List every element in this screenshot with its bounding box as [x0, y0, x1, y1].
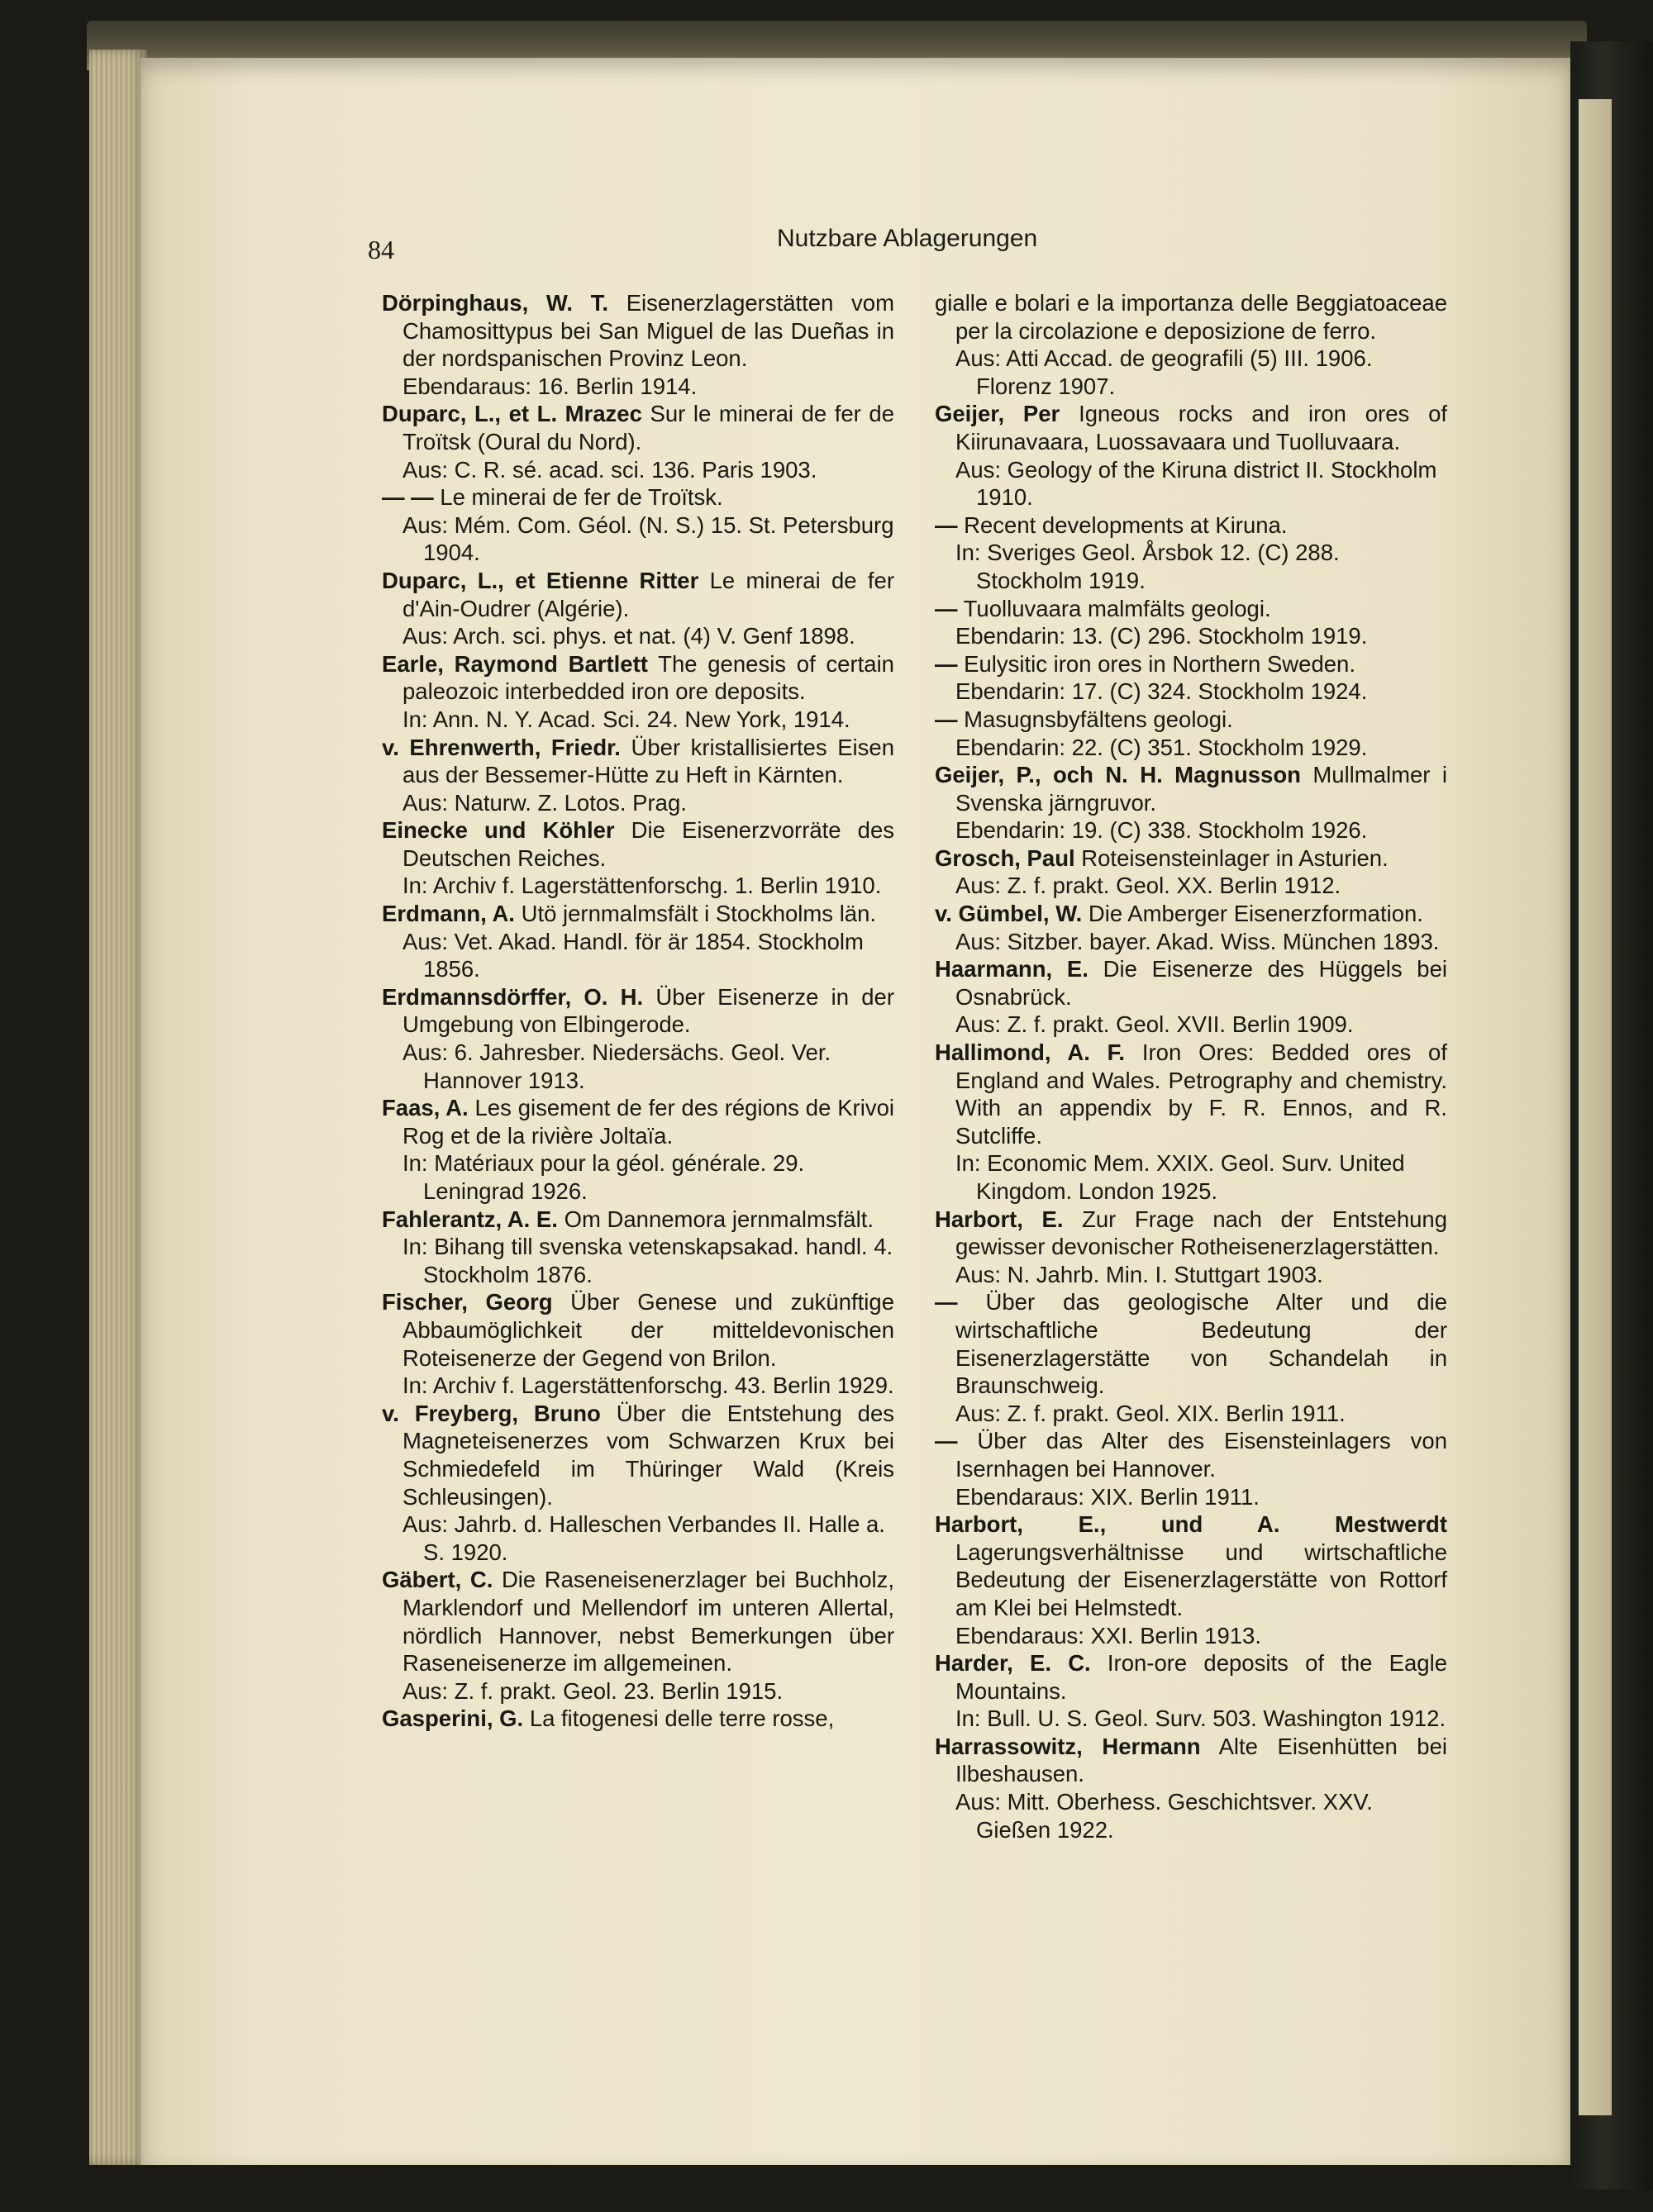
entry-author: Harbort, E., und A. Mestwerdt: [935, 1511, 1447, 1538]
running-head: Nutzbare Ablagerungen: [777, 225, 1038, 252]
bibliography-entry: [382, 734, 894, 817]
entry-main-line: [935, 289, 1447, 345]
entry-source: Aus: Z. f. prakt. Geol. XVII. Berlin 1909.: [955, 1011, 1354, 1038]
entry-source: Aus: N. Jahrb. Min. I. Stuttgart 1903.: [955, 1261, 1323, 1287]
entry-main-line: [382, 1094, 894, 1149]
bibliography-entry: [935, 511, 1447, 595]
entry-source: Aus: Atti Accad. de geografili (5) III. 1906. Florenz 1907.: [955, 345, 1373, 399]
entry-author: —: [935, 595, 958, 621]
bibliography-entry: [935, 844, 1447, 900]
entry-title: Le minerai de fer d'Ain-Oudrer (Algérie).: [403, 567, 894, 621]
entry-source: In: Matériaux pour la géol. générale. 29. Leningrad 1926.: [403, 1150, 805, 1204]
entry-author: Duparc, L., et Etienne Ritter: [382, 567, 699, 593]
entry-author: —: [935, 1428, 958, 1454]
bibliography-entry: [382, 400, 894, 483]
entry-main-line: [935, 1427, 1447, 1482]
entry-title: Masugnsbyfältens geologi.: [964, 706, 1233, 732]
right-column: [935, 289, 1447, 1843]
bibliography-entry: [935, 650, 1447, 706]
entry-main-line: [935, 1039, 1447, 1149]
entry-source: Aus: Mitt. Oberhess. Geschichtsver. XXV. Gießen 1922.: [955, 1789, 1373, 1843]
entry-author: v. Gümbel, W.: [935, 901, 1083, 927]
bibliography-entry: [935, 706, 1447, 761]
entry-title: Zur Frage nach der Entstehung gewisser devonischer Rotheisenerzlagerstätten.: [955, 1206, 1448, 1260]
entry-main-line: [382, 1705, 894, 1733]
bibliography-entry: [382, 567, 894, 650]
bibliography-entry: [935, 1039, 1447, 1206]
bibliography-entry: [382, 1288, 894, 1399]
entry-source: In: Ann. N. Y. Acad. Sci. 24. New York, 1914.: [403, 706, 850, 732]
entry-main-line: [382, 1206, 894, 1234]
entry-source: Ebendarin: 17. (C) 324. Stockholm 1924.: [955, 678, 1368, 705]
bibliography-entry: [382, 816, 894, 900]
entry-main-line: [382, 734, 894, 789]
entry-source: Aus: Z. f. prakt. Geol. XIX. Berlin 1911.: [955, 1400, 1346, 1426]
entry-author: Harbort, E.: [935, 1206, 1064, 1232]
entry-source: Aus: Mém. Com. Géol. (N. S.) 15. St. Petersburg 1904.: [403, 511, 894, 566]
entry-title: Roteisensteinlager in Asturien.: [1081, 844, 1389, 871]
entry-author: Grosch, Paul: [935, 844, 1075, 871]
entry-source: Aus: 6. Jahresber. Niedersächs. Geol. Ver. Hannover 1913.: [403, 1039, 831, 1093]
entry-title: Mullmalmer i Svenska järngruvor.: [955, 762, 1447, 816]
entry-title: Über Eisenerze in der Umgebung von Elbingerode.: [403, 983, 895, 1038]
entry-main-line: [935, 1510, 1447, 1621]
entry-title: Über das Alter des Eisensteinlagers von Isernhagen bei Hannover.: [955, 1428, 1447, 1482]
bibliography-entry: [935, 595, 1447, 650]
entry-title: Über die Entstehung des Magneteisenerzes vom Schwarzen Krux bei Schmiedefeld im Thüringer Wald (Kreis Schleusingen).: [403, 1400, 895, 1510]
entry-main-line: [935, 955, 1447, 1011]
entry-source: In: Bull. U. S. Geol. Surv. 503. Washington 1912.: [955, 1705, 1446, 1732]
entry-title: The genesis of certain paleozoic interbedded iron ore deposits.: [403, 650, 894, 705]
entry-title: Iron Ores: Bedded ores of England and Wales. Petrography and chemistry. With an appendix by F. R. Ennos, and R. Sutcliffe.: [955, 1039, 1447, 1149]
entry-main-line: [382, 816, 894, 872]
entry-title: Sur le minerai de fer de Troïtsk (Oural du Nord).: [403, 401, 894, 454]
entry-main-line: [382, 1566, 894, 1677]
entry-main-line: [935, 595, 1447, 623]
entry-author: — —: [382, 484, 434, 511]
entry-author: Hallimond, A. F.: [935, 1039, 1126, 1066]
entry-source: Ebendaraus: XXI. Berlin 1913.: [955, 1622, 1261, 1648]
bibliography-entry: [935, 900, 1447, 955]
bibliography-entry: [935, 1733, 1447, 1843]
entry-author: Harrassowitz, Hermann: [935, 1733, 1201, 1759]
entry-author: Duparc, L., et L. Mrazec: [382, 401, 642, 427]
entry-title: Om Dannemora jernmalmsfält.: [564, 1206, 874, 1232]
entry-main-line: [935, 1206, 1447, 1261]
bibliography-entry: [382, 983, 894, 1094]
entry-title: Über das geologische Alter und die wirtschaftliche Bedeutung der Eisenerzlagerstätte von Schandelah in Braunschweig.: [955, 1289, 1447, 1399]
bibliography-entry: [935, 1649, 1447, 1733]
entry-main-line: [382, 650, 894, 706]
entry-title: Die Eisenerzvorräte des Deutschen Reiches.: [403, 817, 894, 871]
entry-main-line: [935, 761, 1447, 816]
entry-main-line: [382, 400, 894, 455]
entry-source: Ebendaraus: XIX. Berlin 1911.: [955, 1483, 1260, 1510]
entry-title: Die Eisenerze des Hüggels bei Osnabrück.: [955, 956, 1448, 1010]
entry-source: Aus: Arch. sci. phys. et nat. (4) V. Genf 1898.: [403, 623, 855, 649]
bibliography-entry: [935, 1510, 1447, 1649]
entry-author: —: [935, 511, 958, 538]
entry-title: Recent developments at Kiruna.: [964, 511, 1288, 538]
entry-main-line: [382, 289, 894, 373]
entry-author: Einecke und Köhler: [382, 817, 615, 844]
bibliography-entry: [382, 289, 894, 400]
entry-title: Les gisement de fer des régions de Krivoi Rog et de la rivière Joltaïa.: [403, 1095, 894, 1149]
entry-main-line: [382, 1400, 894, 1510]
entry-title: Eisenerzlagerstätten vom Chamosittypus bei San Miguel de las Dueñas in der nordspanischen Provinz Leon.: [403, 290, 894, 372]
entry-source: Ebendarin: 19. (C) 338. Stockholm 1926.: [955, 817, 1368, 844]
bibliography-entry: [382, 1400, 894, 1567]
page-number: 84: [368, 235, 394, 264]
entry-title: Über Genese und zukünftige Abbaumöglichkeit der mitteldevonischen Roteisenerze der Gegend von Brilon.: [403, 1289, 894, 1371]
entry-source: Aus: C. R. sé. acad. sci. 136. Paris 1903.: [403, 456, 817, 483]
entry-title: Utö jernmalmsfält i Stockholms län.: [521, 901, 877, 927]
bibliography-entry: [935, 1288, 1447, 1427]
entry-main-line: [382, 567, 894, 622]
entry-author: Haarmann, E.: [935, 956, 1089, 982]
entry-author: Geijer, Per: [935, 401, 1060, 427]
bibliography-entry: [382, 483, 894, 567]
entry-title: Alte Eisenhütten bei Ilbeshausen.: [955, 1733, 1448, 1787]
entry-author: Fischer, Georg: [382, 1289, 553, 1315]
entry-title: Lagerungsverhältnisse und wirtschaftliche Bedeutung der Eisenerzlagerstätte von Rottorf am Klei bei Helmstedt.: [955, 1539, 1447, 1620]
entry-author: Geijer, P., och N. H. Magnusson: [935, 762, 1301, 788]
next-page-sliver: [1579, 99, 1612, 2115]
entry-source: Aus: Vet. Akad. Handl. för är 1854. Stockholm 1856.: [403, 928, 864, 982]
entry-author: —: [935, 1289, 958, 1315]
bibliography-entry: [382, 1705, 894, 1733]
entry-author: Harder, E. C.: [935, 1650, 1091, 1677]
bibliography-entry: [382, 900, 894, 983]
bibliography-entry: [382, 1094, 894, 1205]
bibliography-entry: [935, 400, 1447, 511]
entry-source: In: Sveriges Geol. Årsbok 12. (C) 288. Stockholm 1919.: [955, 540, 1340, 593]
entry-source: Aus: Naturw. Z. Lotos. Prag.: [403, 789, 687, 816]
entry-author: v. Freyberg, Bruno: [382, 1400, 601, 1426]
entry-main-line: [935, 844, 1447, 873]
entry-source: Ebendarin: 13. (C) 296. Stockholm 1919.: [955, 623, 1368, 649]
entry-title: Le minerai de fer de Troïtsk.: [440, 484, 723, 511]
entry-author: v. Ehrenwerth, Friedr.: [382, 734, 621, 760]
bibliography-entry: [382, 1566, 894, 1705]
entry-main-line: [382, 983, 894, 1039]
entry-author: Earle, Raymond Bartlett: [382, 650, 648, 677]
bibliography-entry: [935, 289, 1447, 400]
left-column: [382, 289, 894, 1733]
entry-main-line: [935, 1733, 1447, 1788]
entry-author: Erdmannsdörffer, O. H.: [382, 983, 644, 1010]
entry-author: Erdmann, A.: [382, 901, 515, 927]
entry-author: Gasperini, G.: [382, 1705, 524, 1732]
entry-author: Gäbert, C.: [382, 1567, 493, 1593]
book-page-edges: [89, 50, 147, 2165]
entry-main-line: [935, 511, 1447, 540]
entry-author: Fahlerantz, A. E.: [382, 1206, 558, 1232]
entry-title: Eulysitic iron ores in Northern Sweden.: [964, 650, 1355, 677]
entry-title: Tuolluvaara malmfälts geologi.: [963, 595, 1271, 621]
bibliography-entry: [382, 650, 894, 734]
entry-title: Igneous rocks and iron ores of Kiirunavaara, Luossavaara und Tuolluvaara.: [955, 401, 1448, 454]
entry-source: In: Economic Mem. XXIX. Geol. Surv. United Kingdom. London 1925.: [955, 1150, 1405, 1204]
entry-main-line: [935, 400, 1447, 455]
entry-source: In: Archiv f. Lagerstättenforschg. 43. Berlin 1929.: [403, 1372, 894, 1399]
entry-main-line: [382, 900, 894, 928]
entry-author: —: [935, 650, 958, 677]
entry-title: La fitogenesi delle terre rosse,: [529, 1705, 835, 1732]
bibliography-entry: [935, 955, 1447, 1039]
entry-source: Aus: Sitzber. bayer. Akad. Wiss. München 1893.: [955, 928, 1440, 954]
entry-author: Faas, A.: [382, 1095, 469, 1121]
entry-source: Aus: Geology of the Kiruna district II. Stockholm 1910.: [955, 456, 1437, 511]
entry-source: Ebendaraus: 16. Berlin 1914.: [403, 373, 698, 399]
entry-source: Aus: Z. f. prakt. Geol. XX. Berlin 1912.: [955, 873, 1341, 899]
bibliography-entry: [935, 1206, 1447, 1289]
entry-author: —: [935, 706, 958, 732]
entry-main-line: [935, 706, 1447, 734]
entry-author: Dörpinghaus, W. T.: [382, 290, 609, 316]
entry-title: Iron-ore deposits of the Eagle Mountains.: [955, 1650, 1448, 1704]
entry-source: In: Bihang till svenska vetenskapsakad. handl. 4. Stockholm 1876.: [403, 1234, 893, 1287]
entry-main-line: [935, 900, 1447, 928]
entry-source: Aus: Jahrb. d. Halleschen Verbandes II. Halle a. S. 1920.: [403, 1511, 885, 1565]
entry-main-line: [935, 1649, 1447, 1705]
entry-source: In: Archiv f. Lagerstättenforschg. 1. Berlin 1910.: [403, 873, 882, 899]
entry-source: Aus: Z. f. prakt. Geol. 23. Berlin 1915.: [403, 1677, 784, 1704]
entry-main-line: [935, 650, 1447, 678]
bibliography-entry: [382, 1206, 894, 1289]
entry-title: gialle e bolari e la importanza delle Beggiatoaceae per la circolazione e deposizione de ferro.: [935, 290, 1447, 344]
entry-source: Ebendarin: 22. (C) 351. Stockholm 1929.: [955, 734, 1368, 760]
entry-title: Die Raseneisenerzlager bei Buchholz, Marklendorf und Mellendorf im unteren Allertal, nördlich Hannover, nebst Bemerkungen über Raseneisenerze im allgemeinen.: [403, 1567, 894, 1677]
bibliography-entry: [935, 761, 1447, 844]
entry-main-line: [935, 1288, 1447, 1399]
entry-main-line: [382, 483, 894, 511]
entry-main-line: [382, 1288, 894, 1372]
bibliography-entry: [935, 1427, 1447, 1510]
entry-title: Über kristallisiertes Eisen aus der Bessemer-Hütte zu Heft in Kärnten.: [403, 734, 894, 788]
entry-title: Die Amberger Eisenerzformation.: [1088, 901, 1423, 927]
